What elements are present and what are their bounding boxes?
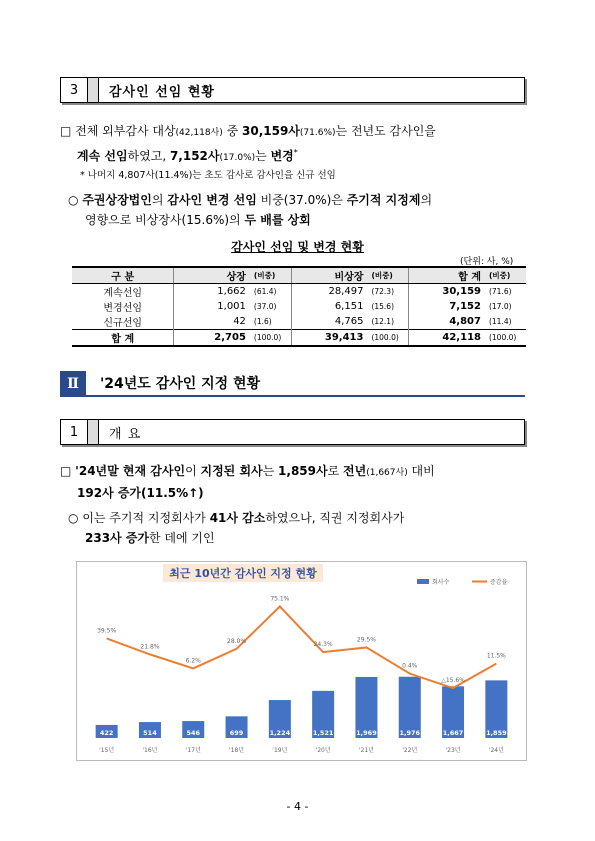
- text: 이는 주기적 지정회사가: [82, 511, 210, 525]
- section-II-header: [60, 371, 525, 397]
- legend-swatch-bar: [417, 579, 429, 584]
- table-cell: (15.6): [371, 302, 395, 311]
- paragraph-1: [60, 121, 530, 168]
- table-cell: 4,765: [291, 314, 367, 330]
- line-value-label: 6.2%: [185, 657, 201, 665]
- table-cell: 28,497: [291, 284, 367, 300]
- header-cell: 상장: [174, 267, 250, 284]
- table-cell: (12.1): [371, 317, 395, 326]
- header-cell: 합 계: [409, 267, 485, 284]
- x-tick-label: '15년: [99, 747, 115, 754]
- bullet-circle: ○: [68, 511, 79, 525]
- bar-value-label: 1,224: [269, 729, 291, 737]
- x-tick-label: '23년: [445, 747, 461, 754]
- appointment-table: [72, 266, 526, 347]
- x-tick-label: '18년: [229, 747, 245, 754]
- text: 감사인: [150, 464, 186, 478]
- bar-value-label: 1,859: [486, 729, 507, 737]
- bar-value-label: 514: [143, 729, 157, 737]
- table-header-row: [72, 267, 526, 284]
- legend-label: 회사수: [432, 579, 450, 586]
- text: (71.6%): [299, 128, 336, 138]
- x-tick-label: '17년: [185, 747, 201, 754]
- line-value-label: 75.1%: [270, 595, 290, 603]
- bar-value-label: 546: [186, 729, 201, 737]
- text: (1,667사): [366, 468, 408, 478]
- text: 41사 감소: [209, 511, 266, 525]
- table-cell: 계속선임: [103, 288, 143, 299]
- section-divider: [88, 420, 99, 444]
- table-cell: 1,662: [174, 284, 250, 300]
- section-divider: [88, 78, 99, 102]
- line-value-label: 11.5%: [486, 652, 506, 660]
- table-cell: (37.0): [253, 302, 277, 311]
- text: 30,159사: [242, 124, 300, 138]
- text: 감사인 변경 선임: [167, 193, 257, 207]
- text: 주권상장법인: [82, 193, 152, 207]
- text: 두 배를 상회: [244, 213, 311, 227]
- chart-canvas: [77, 562, 526, 760]
- designation-chart: [76, 561, 527, 761]
- table-row: [72, 299, 526, 314]
- text: 는: [255, 149, 271, 163]
- section-1-header: [60, 419, 525, 445]
- header-cell: (비중): [485, 267, 526, 284]
- page-number: - 4 -: [286, 800, 309, 813]
- line-value-label: 39.5%: [97, 627, 117, 635]
- section-number: Ⅱ: [60, 371, 86, 397]
- table-cell: 30,159: [409, 284, 485, 300]
- section-title: '24년도 감사인 지정 현황: [86, 371, 525, 397]
- table-cell: 39,413: [291, 330, 367, 347]
- text: 전년: [343, 464, 367, 478]
- table-title: 감사인 선임 및 변경 현황: [231, 240, 364, 254]
- text: 한 데에 기인: [149, 531, 215, 545]
- bar-value-label: 1,976: [399, 729, 421, 737]
- x-tick-label: '22년: [402, 747, 418, 754]
- text: 233사 증가: [85, 531, 150, 545]
- line-value-label: 24.3%: [313, 641, 333, 649]
- text: (42,118사): [175, 128, 223, 138]
- table-cell: 1,001: [174, 299, 250, 314]
- text: 192사 증가: [77, 486, 142, 500]
- table-cell: 6,151: [291, 299, 367, 314]
- section-number: 3: [61, 78, 88, 102]
- table-cell: (17.0): [488, 302, 512, 311]
- text: 중: [222, 124, 242, 138]
- x-tick-label: '16년: [142, 747, 158, 754]
- legend-label: 증감율: [490, 579, 508, 586]
- table-cell: 4,807: [409, 314, 485, 330]
- line-value-label: 21.8%: [140, 643, 160, 651]
- text: 비중(37.0%)은: [256, 193, 347, 207]
- table-cell: (100.0): [250, 330, 292, 347]
- section-3-header: [60, 77, 525, 103]
- table-cell: (72.3): [371, 287, 395, 296]
- header-cell: 구 분: [72, 267, 174, 284]
- bar-value-label: 699: [229, 729, 244, 737]
- table-cell: (1.6): [253, 317, 272, 326]
- text: 로: [327, 464, 344, 478]
- rate-line: [107, 606, 497, 688]
- table-row: [72, 284, 526, 300]
- text: (11.5%↑): [141, 486, 204, 500]
- table-cell: 합 계: [72, 330, 174, 347]
- text: 전체 외부감사 대상: [75, 124, 176, 138]
- bullet-square: □: [60, 464, 72, 478]
- text: 하였고,: [127, 149, 170, 163]
- x-tick-label: '19년: [272, 747, 288, 754]
- text: 변경: [270, 149, 294, 163]
- table-cell: 7,152: [409, 299, 485, 314]
- line-value-label: 28.0%: [227, 637, 247, 645]
- text: 계속 선임: [77, 149, 128, 163]
- table-cell: (100.0): [485, 330, 526, 347]
- section-title: 감사인 선임 현황: [109, 84, 215, 100]
- text: 이: [185, 464, 201, 478]
- paragraph-4: [68, 508, 538, 548]
- text: 는: [262, 464, 279, 478]
- text: 지정된 회사: [200, 464, 263, 478]
- line-value-label: 0.4%: [402, 662, 418, 670]
- header-cell: 비상장: [291, 267, 367, 284]
- text: 하였으나, 직권 지정회사가: [265, 511, 405, 525]
- bar-value-label: 1,667: [442, 729, 464, 737]
- footnote: * 나머지 4,807사(11.4%)는 초도 감사로 감사인을 신규 선임: [80, 170, 336, 181]
- bar-value-label: 422: [99, 729, 114, 737]
- table-cell: (71.6): [488, 287, 512, 296]
- table-unit: (단위: 사, %): [460, 257, 514, 267]
- table-cell: 신규선임: [103, 318, 143, 329]
- table-cell: (100.0): [367, 330, 409, 347]
- table-cell: 42,118: [409, 330, 485, 347]
- text: 1,859사: [278, 464, 328, 478]
- x-tick-label: '20년: [315, 747, 331, 754]
- bar-value-label: 1,969: [356, 729, 377, 737]
- header-cell: (비중): [250, 267, 292, 284]
- chart-title: 최근 10년간 감사인 지정 현황: [169, 567, 317, 580]
- paragraph-2: [68, 190, 533, 230]
- text: 의: [151, 193, 168, 207]
- bullet-square: □: [60, 124, 72, 138]
- text: 의: [420, 193, 433, 207]
- text: 7,152사: [169, 149, 220, 163]
- table-cell: (61.4): [253, 287, 277, 296]
- bullet-circle: ○: [68, 193, 79, 207]
- section-title: 개 요: [109, 426, 142, 442]
- x-tick-label: '24년: [488, 747, 504, 754]
- table-cell: (11.4): [488, 317, 512, 326]
- line-value-label: △15.6%: [441, 677, 465, 685]
- table-row: [72, 314, 526, 330]
- text: 대비: [407, 464, 435, 478]
- text: (17.0%): [219, 153, 256, 163]
- text: 영향으로 비상장사(15.6%)의: [85, 213, 245, 227]
- table-cell: 2,705: [174, 330, 250, 347]
- line-value-label: 29.5%: [356, 636, 376, 644]
- section-number: 1: [61, 420, 88, 444]
- text: 주기적 지정제: [346, 193, 421, 207]
- bar-value-label: 1,521: [312, 729, 334, 737]
- table-cell: 변경선임: [103, 303, 143, 314]
- table-total-row: [72, 330, 526, 347]
- text: 는 전년도 감사인을: [335, 124, 436, 138]
- table-cell: 42: [174, 314, 250, 330]
- x-tick-label: '21년: [358, 747, 374, 754]
- text: *: [293, 148, 298, 157]
- header-cell: (비중): [367, 267, 409, 284]
- paragraph-3: [60, 461, 535, 503]
- text: '24년말 현재: [75, 464, 151, 478]
